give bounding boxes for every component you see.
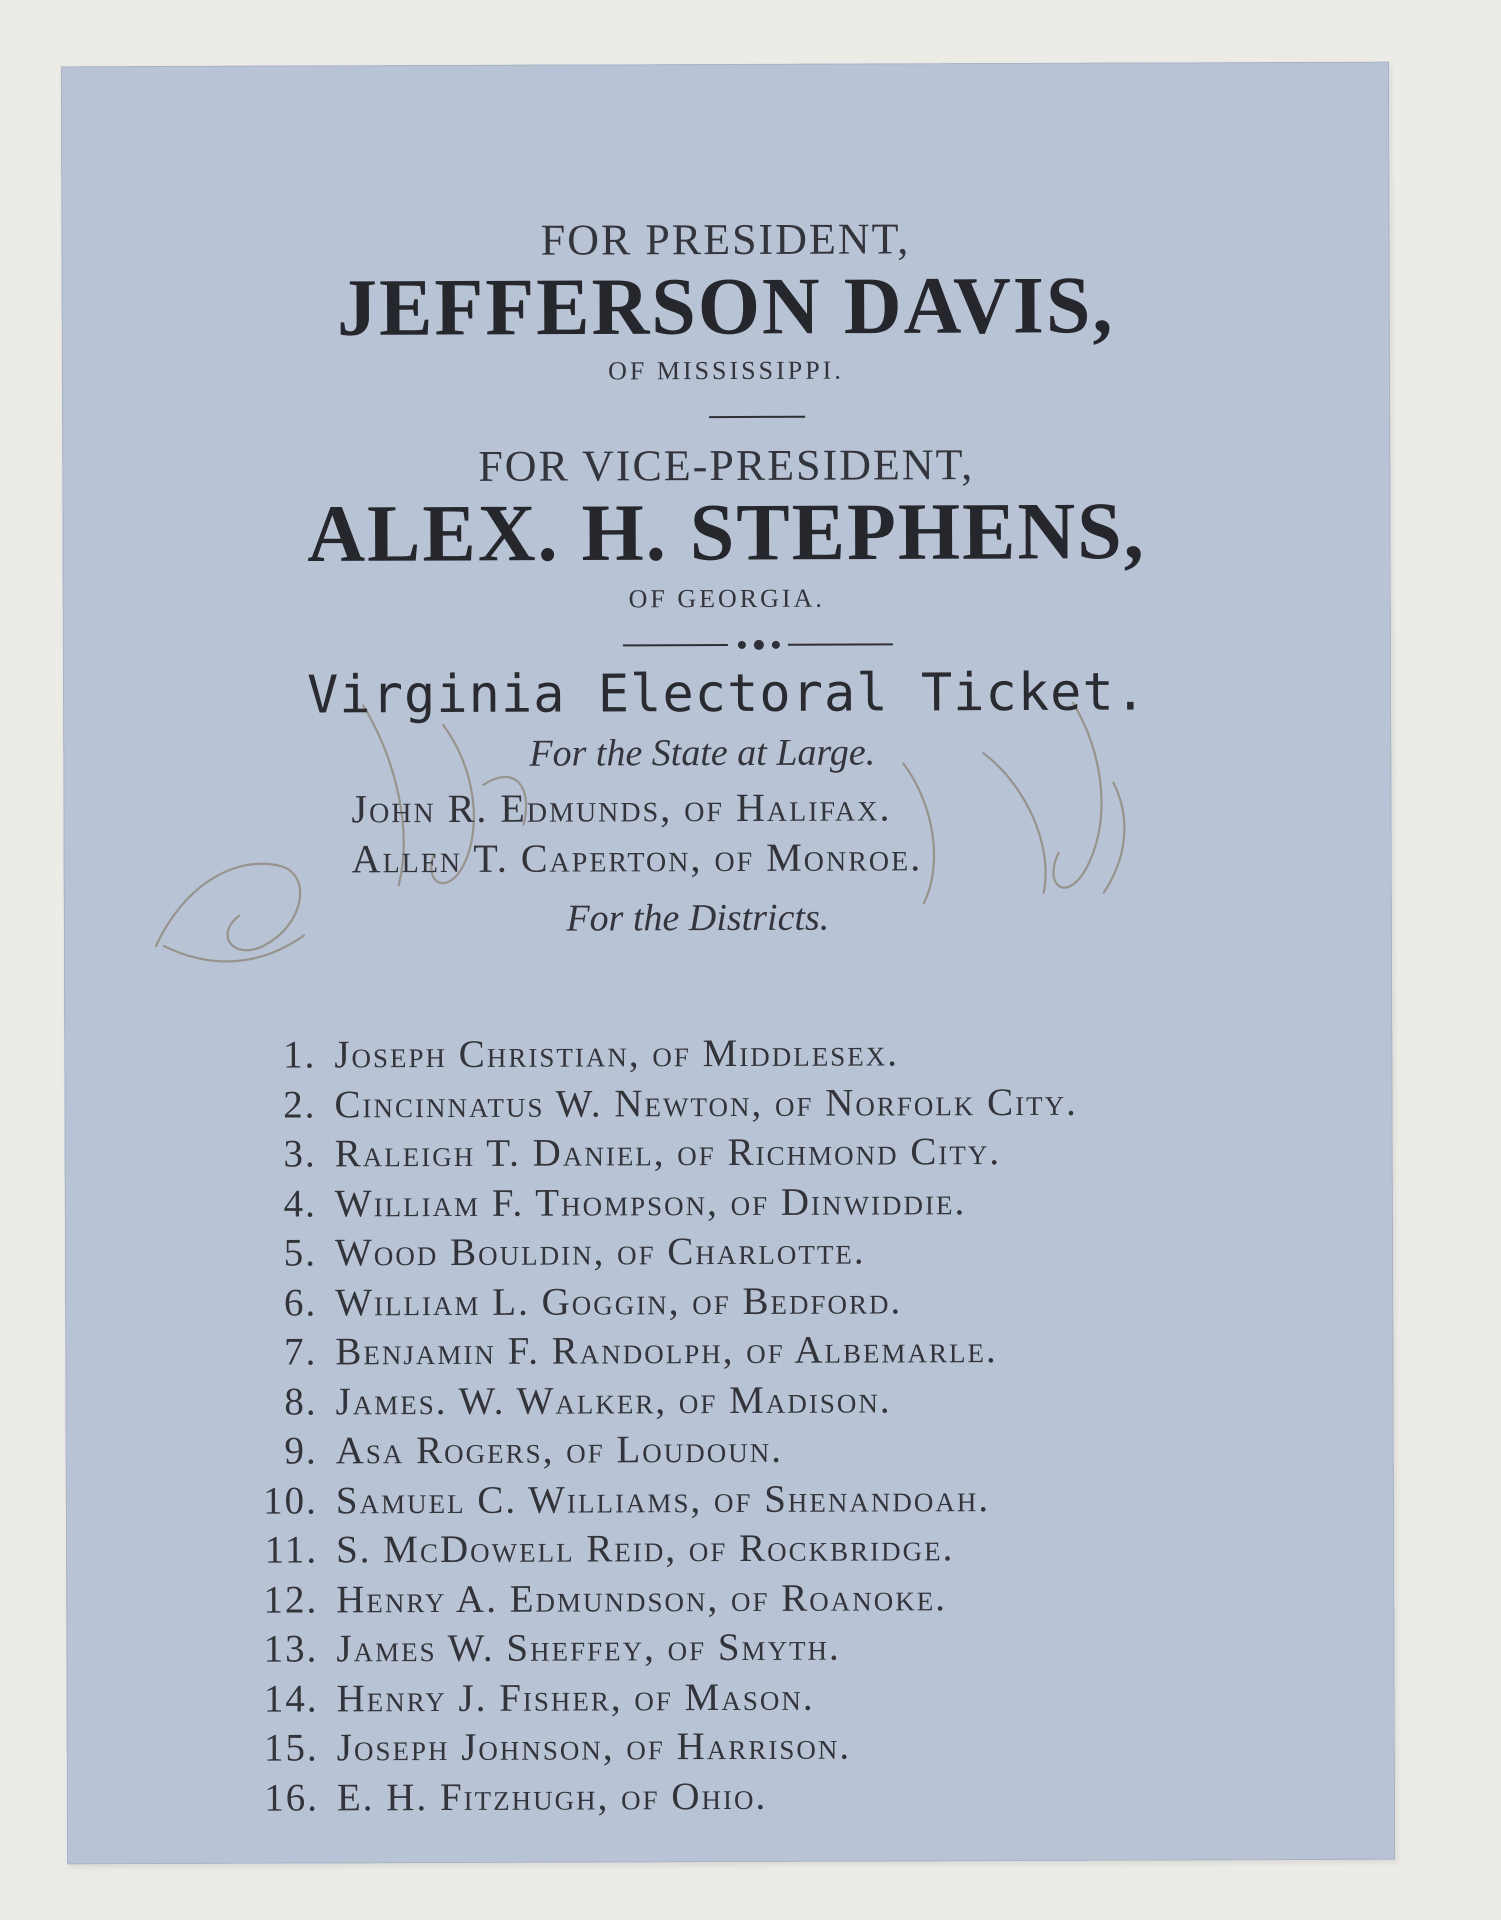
list-item	[254, 1027, 1354, 1080]
president-office-label: FOR PRESIDENT,	[540, 214, 911, 265]
district-number: 1.	[282, 1033, 317, 1077]
list-item	[256, 1571, 1356, 1624]
list-item	[255, 1225, 1355, 1278]
elector-entry: Cincinnatus W. Newton, of Norfolk City.	[334, 1080, 1078, 1126]
district-number: 11.	[264, 1528, 319, 1572]
president-state: OF MISSISSIPPI.	[608, 355, 844, 386]
elector-entry: E. H. Fitzhugh, of Ohio.	[336, 1774, 768, 1819]
district-number: 2.	[283, 1082, 317, 1127]
district-number: 12.	[263, 1577, 319, 1622]
elector-entry: Henry J. Fisher, of Mason.	[336, 1675, 815, 1720]
at-large-elector-1: John R. Edmunds, of Halifax.	[351, 784, 892, 832]
district-number: 15.	[263, 1726, 319, 1770]
elector-entry: Wood Bouldin, of Charlotte.	[334, 1229, 866, 1275]
president-name: JEFFERSON DAVIS,	[336, 260, 1115, 354]
list-item	[255, 1274, 1355, 1327]
list-item	[256, 1621, 1356, 1674]
list-item	[255, 1373, 1355, 1426]
elector-entry: S. McDowell Reid, of Rockbridge.	[335, 1526, 955, 1572]
list-item	[255, 1126, 1355, 1179]
district-number: 9.	[284, 1429, 318, 1473]
district-number: 14.	[263, 1676, 319, 1721]
ticket-title: Virginia Electoral Ticket.	[306, 662, 1148, 726]
state-at-large-heading: For the State at Large.	[529, 731, 876, 775]
district-number: 10.	[263, 1478, 318, 1523]
list-item	[256, 1423, 1356, 1476]
list-item	[257, 1720, 1357, 1773]
elector-entry: Asa Rogers, of Loudoun.	[335, 1427, 784, 1473]
elector-entry: James W. Sheffey, of Smyth.	[336, 1625, 841, 1671]
district-number: 8.	[284, 1379, 318, 1424]
district-electors-list	[254, 1027, 1357, 1823]
list-item	[256, 1670, 1356, 1723]
district-number: 7.	[284, 1330, 318, 1374]
elector-entry: Joseph Christian, of Middlesex.	[334, 1031, 900, 1077]
list-item	[256, 1472, 1356, 1525]
list-item	[257, 1769, 1357, 1822]
districts-heading: For the Districts.	[566, 896, 830, 940]
list-item	[254, 1076, 1354, 1129]
ornamental-divider	[623, 637, 893, 652]
list-item	[256, 1522, 1356, 1575]
elector-entry: Raleigh T. Daniel, of Richmond City.	[334, 1130, 1002, 1176]
vice-president-office-label: FOR VICE-PRESIDENT,	[478, 440, 975, 491]
elector-entry: Benjamin F. Randolph, of Albemarle.	[335, 1328, 998, 1374]
elector-entry: Samuel C. Williams, of Shenandoah.	[335, 1476, 991, 1522]
elector-entry: William L. Goggin, of Bedford.	[335, 1278, 903, 1324]
elector-entry: James. W. Walker, of Madison.	[335, 1377, 892, 1423]
divider-rule	[709, 416, 805, 418]
district-number: 4.	[283, 1181, 317, 1226]
district-number: 3.	[283, 1132, 317, 1176]
ballot-ticket	[61, 62, 1395, 1865]
district-number: 6.	[283, 1280, 318, 1325]
vice-president-name: ALEX. H. STEPHENS,	[307, 486, 1146, 580]
elector-entry: Henry A. Edmundson, of Roanoke.	[336, 1575, 948, 1621]
district-number: 5.	[283, 1231, 318, 1275]
elector-entry: Joseph Johnson, of Harrison.	[336, 1724, 852, 1770]
at-large-elector-2: Allen T. Caperton, of Monroe.	[351, 834, 923, 882]
list-item	[255, 1175, 1355, 1228]
vice-president-state: OF GEORGIA.	[628, 583, 825, 614]
district-number: 13.	[263, 1627, 319, 1671]
elector-entry: William F. Thompson, of Dinwiddie.	[334, 1179, 967, 1225]
district-number: 16.	[264, 1775, 319, 1820]
list-item	[255, 1324, 1355, 1377]
